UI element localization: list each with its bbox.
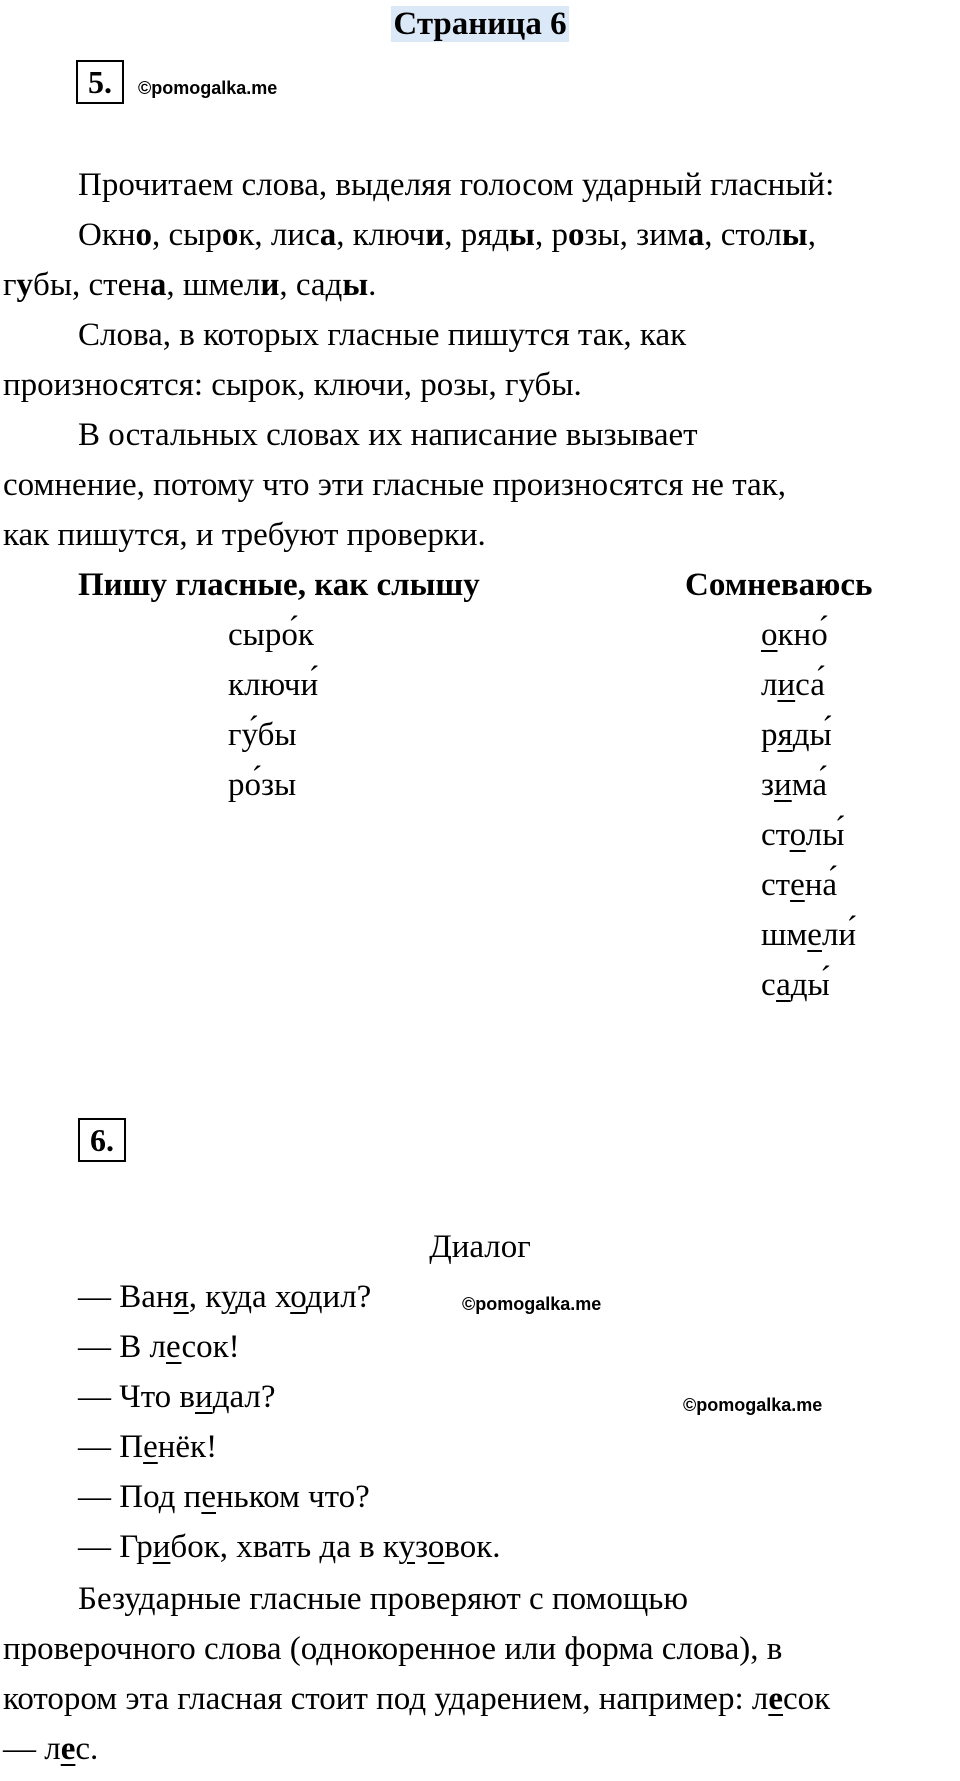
hear-word — [228, 610, 314, 660]
unstressed-vowel: и — [777, 667, 796, 703]
dialog-text: — Под п — [78, 1479, 202, 1515]
hear-word — [228, 660, 318, 710]
stressed-vowel: ы — [781, 217, 808, 253]
unstressed-vowel: о — [290, 1279, 306, 1315]
word-text: , — [166, 267, 183, 303]
word-part: ст — [761, 867, 791, 903]
dialog-text: — Ван — [78, 1279, 174, 1315]
stressed-vowel: ы — [342, 267, 369, 303]
word-text: к, — [238, 217, 271, 253]
unstressed-vowel: и — [774, 767, 792, 803]
word-text: . — [368, 267, 377, 303]
unstressed-vowel: е — [790, 867, 805, 903]
unstressed-vowel: о — [789, 817, 806, 853]
page-title — [0, 0, 960, 48]
task5-para3-line3: как пишутся, и требуют проверки. — [3, 517, 486, 553]
word-part: д — [792, 717, 810, 753]
unstressed-vowel: е — [165, 1329, 182, 1365]
unstressed-vowel: о — [427, 1529, 445, 1565]
stressed-vowel: а — [687, 217, 705, 253]
rule-line3-vowel: е — [768, 1681, 783, 1717]
rule-line3-end: сок — [783, 1681, 831, 1717]
word-part: л — [761, 667, 778, 703]
dialog-text: бок, хвать да в к — [170, 1529, 399, 1565]
stressed-vowel: ы ́ — [822, 817, 844, 853]
word-text: ключ — [352, 217, 426, 253]
word-part: з — [761, 767, 775, 803]
word-text: , — [534, 217, 552, 253]
watermark: ©pomogalka.me — [138, 78, 278, 98]
word-text: ряд — [460, 217, 510, 253]
dialog-text: ньком что? — [216, 1479, 370, 1515]
word-part: с — [761, 967, 777, 1003]
dialog-title: Диалог — [429, 1229, 531, 1265]
word-part: р — [761, 717, 778, 753]
word-text: , — [444, 217, 461, 253]
doubt-word — [761, 710, 832, 760]
word-part: к — [297, 617, 314, 653]
doubt-word — [761, 860, 837, 910]
doubt-word — [761, 810, 844, 860]
stressed-vowel: и ́ — [301, 667, 319, 703]
stressed-vowel: а ́ — [812, 767, 827, 803]
hear-word — [228, 710, 297, 760]
rule-line4 — [3, 1724, 98, 1774]
task5-words-line1 — [78, 210, 816, 260]
stressed-vowel: а — [149, 267, 167, 303]
doubt-word — [761, 910, 856, 960]
stressed-vowel: и ́ — [838, 917, 856, 953]
stressed-vowel: о ́ — [281, 617, 298, 653]
task5-intro: Прочитаем слова, выделяя голосом ударный гласный: — [78, 167, 835, 203]
word-part: кн — [777, 617, 812, 653]
word-part: шм — [761, 917, 808, 953]
dialog-line — [78, 1372, 276, 1422]
dialog-line — [78, 1472, 370, 1522]
word-part: м — [791, 767, 813, 803]
word-text: бы, — [33, 267, 89, 303]
watermark: ©pomogalka.me — [462, 1294, 602, 1314]
unstressed-vowel: и — [195, 1379, 213, 1415]
task-number-6: 6. — [78, 1118, 126, 1162]
stressed-vowel: о ́ — [811, 617, 828, 653]
dialog-text: нёк! — [157, 1429, 218, 1465]
task-number-5: 5. — [76, 60, 124, 104]
task5-para2-line1: Слова, в которых гласные пишутся так, как — [78, 317, 687, 353]
stressed-vowel: а ́ — [822, 867, 837, 903]
word-text: сад — [295, 267, 343, 303]
dialog-line — [78, 1272, 371, 1322]
word-part: д — [790, 967, 808, 1003]
word-text: сыр — [168, 217, 222, 253]
stressed-vowel: о — [567, 217, 585, 253]
word-part: л — [821, 917, 839, 953]
word-text: , — [152, 217, 169, 253]
stressed-vowel: а ́ — [810, 667, 825, 703]
word-part: г — [228, 717, 242, 753]
word-text: г — [3, 267, 17, 303]
dialog-line — [78, 1322, 240, 1372]
word-text: , — [279, 267, 296, 303]
stressed-vowel: о — [135, 217, 153, 253]
unstressed-vowel: у — [398, 1529, 415, 1565]
word-part: зы — [261, 767, 297, 803]
rule-line4-text: — л — [3, 1731, 61, 1767]
unstressed-vowel: и — [152, 1529, 171, 1565]
word-part: ключ — [228, 667, 301, 703]
stressed-vowel: у — [16, 267, 34, 303]
doubt-word — [761, 660, 825, 710]
word-part: бы — [257, 717, 297, 753]
stressed-vowel: у ́ — [242, 717, 258, 753]
doubt-word — [761, 760, 827, 810]
dialog-text: з — [415, 1529, 428, 1565]
unstressed-vowel: я — [173, 1279, 189, 1315]
word-text: зы, — [584, 217, 637, 253]
stressed-vowel: и — [425, 217, 445, 253]
stressed-vowel: и — [260, 267, 280, 303]
word-part: ст — [761, 817, 790, 853]
dialog-line — [78, 1522, 500, 1572]
page-title-text: Страница 6 — [393, 6, 567, 42]
rule-line3-text: котором эта гласная стоит под ударением, например: л — [3, 1681, 769, 1717]
dialog-text: — В л — [78, 1329, 166, 1365]
word-text: стен — [88, 267, 150, 303]
word-text: шмел — [182, 267, 261, 303]
word-part: л — [805, 817, 823, 853]
dialog-text: дал? — [212, 1379, 276, 1415]
word-text: р — [551, 217, 568, 253]
task5-para3-line2: сомнение, потому что эти гласные произносятся не так, — [3, 467, 786, 503]
doubt-word — [761, 960, 830, 1010]
dialog-text: вок. — [444, 1529, 501, 1565]
word-text: зим — [636, 217, 688, 253]
rule-line4-end: с. — [75, 1731, 99, 1767]
column-header-doubt: Сомневаюсь — [685, 567, 873, 603]
word-text: стол — [720, 217, 782, 253]
stressed-vowel: о ́ — [245, 767, 262, 803]
word-part: с — [795, 667, 811, 703]
word-part: н — [804, 867, 823, 903]
word-text: , — [336, 217, 353, 253]
stressed-vowel: о — [221, 217, 239, 253]
task5-words-line2 — [3, 260, 376, 310]
word-part: р — [228, 767, 245, 803]
column-header-hear: Пишу гласные, как слышу — [78, 567, 480, 603]
stressed-vowel: а — [319, 217, 337, 253]
dialog-text: , к — [188, 1279, 221, 1315]
dialog-text: — Гр — [78, 1529, 153, 1565]
rule-line1: Безударные гласные проверяют с помощью — [78, 1581, 688, 1617]
rule-line2: проверочного слова (однокоренное или форма слова), в — [3, 1631, 783, 1667]
unstressed-vowel: е — [201, 1479, 216, 1515]
stressed-vowel: ы ́ — [808, 967, 830, 1003]
hear-word — [228, 760, 296, 810]
rule-line3 — [3, 1674, 830, 1724]
stressed-vowel: ы ́ — [809, 717, 831, 753]
unstressed-vowel: е — [143, 1429, 158, 1465]
dialog-text: — Что в — [78, 1379, 196, 1415]
dialog-text: дил? — [305, 1279, 372, 1315]
task5-para3-line1: В остальных словах их написание вызывает — [78, 417, 698, 453]
word-text: , — [807, 217, 816, 253]
word-part: сыр — [228, 617, 282, 653]
unstressed-vowel: е — [807, 917, 822, 953]
unstressed-vowel: о — [761, 617, 778, 653]
word-text: лис — [270, 217, 320, 253]
rule-line4-vowel: е — [60, 1731, 76, 1767]
dialog-text: да х — [235, 1279, 291, 1315]
unstressed-vowel: у — [220, 1279, 236, 1315]
task5-para2-line2: произносятся: сырок, ключи, розы, губы. — [3, 367, 582, 403]
watermark: ©pomogalka.me — [683, 1395, 823, 1415]
dialog-text: сок! — [181, 1329, 240, 1365]
dialog-text: — П — [78, 1429, 144, 1465]
dialog-line — [78, 1422, 217, 1472]
word-text: , — [704, 217, 721, 253]
unstressed-vowel: а — [776, 967, 791, 1003]
word-text: Окн — [78, 217, 136, 253]
doubt-word — [761, 610, 828, 660]
stressed-vowel: ы — [509, 217, 535, 253]
unstressed-vowel: я — [777, 717, 793, 753]
